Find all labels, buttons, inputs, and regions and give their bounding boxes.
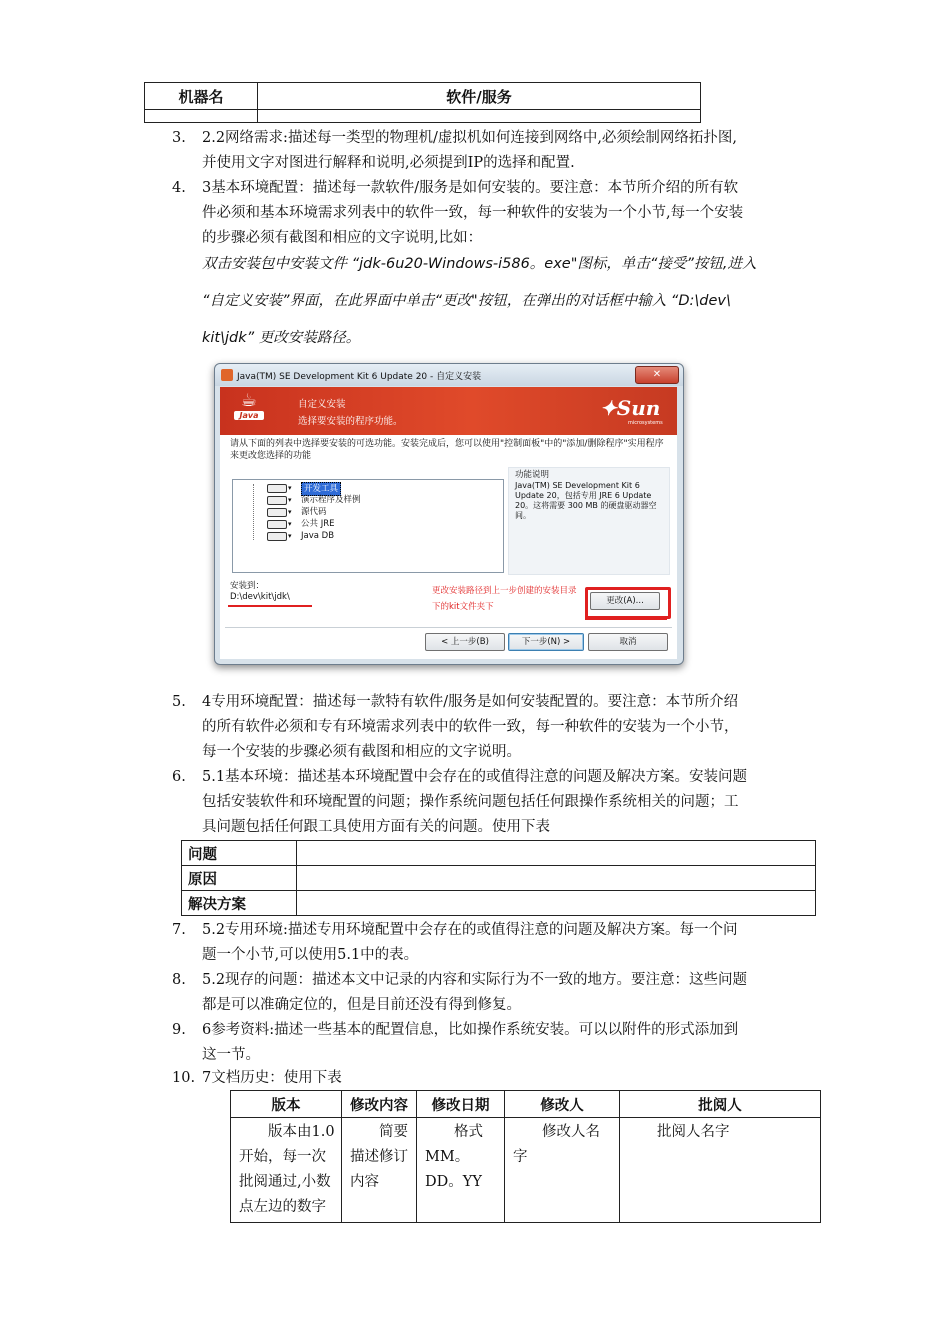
- list-number: 6.: [172, 769, 186, 785]
- list-number: 5.: [172, 694, 186, 710]
- drive-icon: [267, 508, 287, 517]
- sun-logo-text: Sun: [616, 396, 661, 420]
- list-line: 的所有软件必须和专有环境需求列表中的软件一致，每一种软件的安装为一个小节，: [202, 719, 739, 735]
- list-item: [172, 690, 822, 765]
- change-button[interactable]: 更改(A)...: [590, 592, 660, 610]
- list-line: 每一个安装的步骤必须有截图和相应的文字说明。: [202, 744, 521, 760]
- dialog-banner: [220, 387, 677, 435]
- list-line: 包括安装软件和环境配置的问题；操作系统问题包括任何跟操作系统相关的问题；工: [202, 794, 739, 810]
- feature-label: Java DB: [301, 531, 335, 541]
- machine-table: [144, 82, 701, 123]
- list-item: [172, 918, 822, 968]
- banner-subtitle: 选择要安装的程序功能。: [298, 416, 403, 427]
- dropdown-arrow-icon[interactable]: ▾: [288, 496, 292, 504]
- example-line: kit\jdk” 更改安装路径。: [202, 330, 361, 346]
- list-item: [172, 968, 822, 1018]
- example-line: 双击安装包中安装文件 “jdk-6u20-Windows-i586。exe"图标，单击“接受”按钮,进入: [202, 256, 757, 272]
- install-path: D:\dev\kit\jdk\: [230, 592, 290, 602]
- list-number: 4.: [172, 180, 186, 196]
- dialog-body: [220, 435, 677, 659]
- list-number: 9.: [172, 1022, 186, 1038]
- drive-icon: [267, 532, 287, 541]
- drive-icon: [267, 496, 287, 505]
- dropdown-arrow-icon[interactable]: ▾: [288, 520, 292, 528]
- installer-dialog-screenshot: [214, 363, 684, 665]
- drive-icon: [267, 484, 287, 493]
- dropdown-arrow-icon[interactable]: ▾: [288, 532, 292, 540]
- list-line: 这一节。: [202, 1047, 260, 1063]
- java-logo-icon: ☕ Java: [234, 391, 264, 431]
- banner-title: 自定义安装: [298, 399, 346, 410]
- solution-cell: [297, 891, 816, 916]
- dialog-title: Java(TM) SE Development Kit 6 Update 20 - 自定义安装: [237, 372, 482, 382]
- issue-row-label: 问题: [182, 841, 297, 866]
- cause-cell: [297, 866, 816, 891]
- feature-label: 公共 JRE: [301, 519, 335, 529]
- list-line: 题一个小节,可以使用5.1中的表。: [202, 947, 419, 963]
- feature-tree[interactable]: [232, 479, 504, 573]
- cause-row-label: 原因: [182, 866, 297, 891]
- issue-table: [181, 840, 816, 916]
- list-line: 7文档历史：使用下表: [202, 1070, 342, 1086]
- list-line: 5.2专用环境:描述专用环境配置中会存在的或值得注意的问题及解决方案。每一个问: [202, 922, 738, 938]
- list-line: 2.2网络需求:描述每一类型的物理机/虚拟机如何连接到网络中,必须绘制网络拓扑图,: [202, 130, 738, 146]
- reviewer-cell: 批阅人名字: [620, 1118, 821, 1223]
- list-line: 件必须和基本环境需求列表中的软件一致，每一种软件的安装为一个小节,每一个安装: [202, 205, 744, 221]
- list-item: [172, 126, 822, 176]
- solution-row-label: 解决方案: [182, 891, 297, 916]
- list-line: 5.1基本环境：描述基本环境配置中会存在的或值得注意的问题及解决方案。安装问题: [202, 769, 748, 785]
- list-number: 8.: [172, 972, 186, 988]
- list-line: 5.2现存的问题：描述本文中记录的内容和实际行为不一致的地方。要注意：这些问题: [202, 972, 748, 988]
- change-date-header: 修改日期: [417, 1091, 505, 1118]
- list-line: 3基本环境配置：描述每一款软件/服务是如何安装的。要注意：本节所介绍的所有软: [202, 180, 739, 196]
- feature-description-title: 功能说明: [515, 470, 550, 480]
- cancel-button[interactable]: 取消: [588, 633, 668, 651]
- list-line: 4专用环境配置：描述每一款特有软件/服务是如何安装配置的。要注意：本节所介绍: [202, 694, 739, 710]
- feature-description-text: Java(TM) SE Development Kit 6 Update 20，包括专用 JRE 6 Update 20。这将需要 300 MB 的硬盘驱动器空间。: [515, 481, 657, 520]
- list-item: [172, 176, 822, 251]
- dropdown-arrow-icon[interactable]: ▾: [288, 484, 292, 492]
- table-row: [231, 1118, 821, 1223]
- path-highlight-underline: [228, 605, 312, 607]
- install-to-label: 安装到：: [230, 581, 265, 591]
- machine-table-cell: [258, 110, 701, 123]
- java-logo-text: Java: [234, 411, 264, 420]
- software-service-header: 软件/服务: [258, 83, 701, 110]
- change-highlight-underline: [585, 617, 667, 620]
- dropdown-arrow-icon[interactable]: ▾: [288, 508, 292, 516]
- document-history-table: [230, 1090, 821, 1223]
- next-button[interactable]: 下一步(N) >: [508, 633, 584, 651]
- list-line: 6参考资料:描述一些基本的配置信息，比如操作系统安装。可以以附件的形式添加到: [202, 1022, 739, 1038]
- dialog-separator: [225, 627, 672, 628]
- dialog-intro-text: 请从下面的列表中选择要安装的可选功能。安装完成后，您可以使用"控制面板"中的"添加/删除程序"实用程序来更改您选择的功能: [230, 439, 664, 461]
- feature-label: 演示程序及样例: [301, 495, 361, 505]
- java-icon: [221, 369, 233, 381]
- change-content-cell: 简要描述修订内容: [342, 1118, 417, 1223]
- list-number: 10.: [172, 1070, 196, 1086]
- feature-description-box: [508, 467, 670, 575]
- red-annotation: 更改安装路径到上一步创建的安装目录下的kit文件夹下: [432, 586, 577, 612]
- list-line: 并使用文字对图进行解释和说明,必须提到IP的选择和配置.: [202, 155, 575, 171]
- modifier-cell: 修改人名字: [505, 1118, 620, 1223]
- version-cell: 版本由1.0开始，每一次批阅通过,小数点左边的数字: [231, 1118, 342, 1223]
- example-line: “自定义安装”界面，在此界面中单击“更改"按钮，在弹出的对话框中输入 “D:\dev\: [202, 293, 731, 309]
- feature-label: 源代码: [301, 507, 327, 517]
- list-number: 3.: [172, 130, 186, 146]
- feature-label: 开发工具: [301, 482, 341, 496]
- tree-connector: [253, 484, 266, 540]
- change-content-header: 修改内容: [342, 1091, 417, 1118]
- list-number: 7.: [172, 922, 186, 938]
- back-button[interactable]: < 上一步(B): [425, 633, 505, 651]
- close-button[interactable]: ✕: [635, 366, 679, 384]
- machine-name-header: 机器名: [145, 83, 258, 110]
- list-item: [172, 1066, 822, 1091]
- drive-icon: [267, 520, 287, 529]
- list-item: [172, 765, 822, 840]
- list-line: 都是可以准确定位的，但是目前还没有得到修复。: [202, 997, 521, 1013]
- sun-logo-subtext: microsystems: [628, 420, 663, 426]
- version-header: 版本: [231, 1091, 342, 1118]
- dialog-titlebar: [215, 364, 683, 386]
- issue-cell: [297, 841, 816, 866]
- reviewer-header: 批阅人: [620, 1091, 821, 1118]
- list-item: [172, 1018, 822, 1068]
- change-date-cell: 格式MM。DD。YY: [417, 1118, 505, 1223]
- sun-logo: ✦Sun: [600, 396, 661, 420]
- modifier-header: 修改人: [505, 1091, 620, 1118]
- list-line: 具问题包括任何跟工具使用方面有关的问题。使用下表: [202, 819, 550, 835]
- list-line: 的步骤必须有截图和相应的文字说明,比如：: [202, 230, 483, 246]
- machine-table-cell: [145, 110, 258, 123]
